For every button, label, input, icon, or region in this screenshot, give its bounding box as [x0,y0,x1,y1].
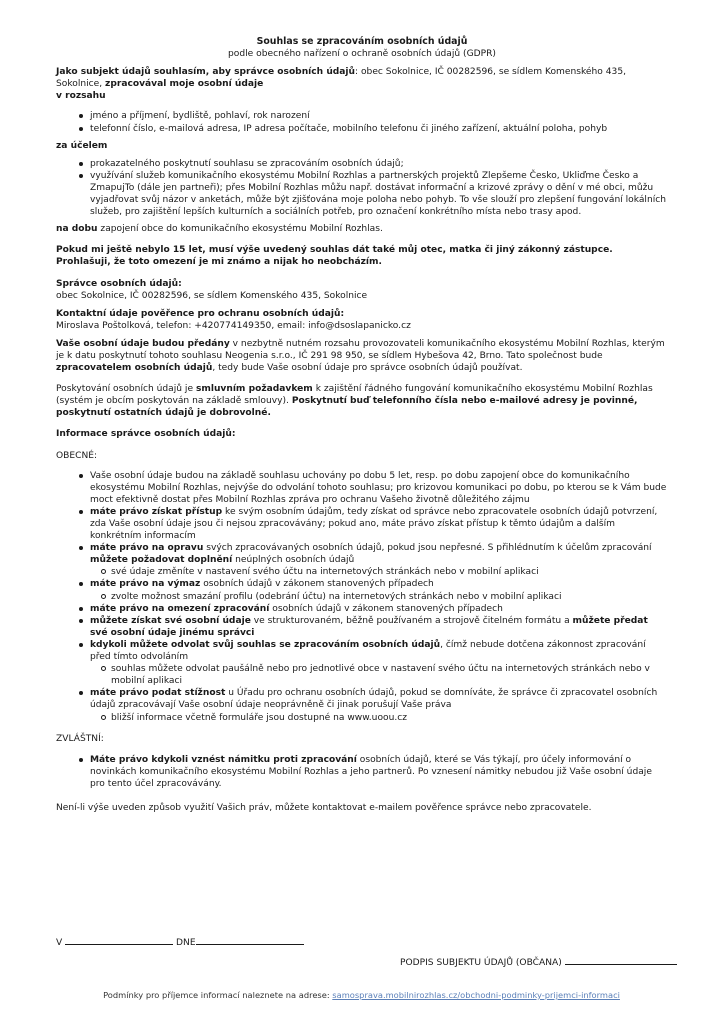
right-restriction-text: osobních údajů v zákonem stanovených případech [269,603,503,614]
right-object-text: osobních údajů, které se Vás týkají, pro účely informování o novinkách komunikačního ekosystému Mobilní Rozhlas a jeho partnerů. Po vznesení námitky nebudou již Vaše osobní údaje pro tento účel zpracovávány. [90,754,652,789]
date-field[interactable] [196,935,304,945]
right-rectification-text: svých zpracovávaných osobních údajů, pokud jsou nepřesné. S přihlédnutím k účelům zpracování [203,543,652,554]
dpo-section [56,308,668,332]
closing-paragraph: Není-li výše uveden způsob využití Vašich práv, můžete kontaktovat e-mailem pověřence správce nebo zpracovatele. [56,802,592,813]
place-label: V [56,938,63,948]
scope-list [56,110,668,134]
erasure-subitem: zvolte možnost smazání profilu (odebrání účtu) na internetových stránkách nebo v mobilní aplikaci [111,591,668,603]
right-portability-item [90,615,668,639]
right-object-item [90,754,668,790]
controller-heading: Správce osobních údajů: [56,278,182,289]
scope-item: jméno a příjmení, bydliště, pohlaví, rok narození [90,110,668,122]
intro-paragraph [56,66,668,102]
contractual-bold-2: Poskytnutí buď telefonního čísla nebo e-mailové adresy je povinné, poskytnutí ostatních údajů je dobrovolné. [56,396,638,419]
dpo-text: Miroslava Poštolková, telefon: +420774149350, email: info@dsoslapanicko.cz [56,320,411,331]
contractual-paragraph [56,383,668,419]
special-heading: ZVLÁŠTNÍ: [56,733,104,744]
transfer-bold-2: zpracovatelem osobních údajů [56,363,213,374]
transfer-text-2: , tedy bude Vaše osobní údaje pro správce osobních údajů používat. [212,363,523,374]
right-completion-bold: můžete požadovat doplnění [90,555,233,566]
right-access-item [90,506,668,542]
contractual-bold-1: smluvním požadavkem [195,384,313,395]
general-heading: OBECNÉ: [56,450,98,461]
withdraw-sublist [90,663,668,687]
right-erasure-bold: máte právo na výmaz [90,579,201,590]
minor-notice-text: Pokud mi ještě nebylo 15 let, musí výše uvedený souhlas dát také můj otec, matka či jiný zákonný zástupce. Prohlašuji, že toto omezení je mi známo a nijak ho neobcházím. [56,245,613,268]
withdraw-subitem: souhlas můžete odvolat paušálně nebo pro jednotlivé obce v nastavení svého účtu na internetových stránkách nebo v mobilní aplikaci [111,663,668,687]
consent-document [56,36,668,820]
erasure-sublist [90,591,668,603]
intro-bold-3: v rozsahu [56,91,106,102]
footer-text: Podmínky pro příjemce informací naleznete na adrese: [103,990,333,1000]
transfer-bold-1: Vaše osobní údaje budou předány [56,338,230,349]
transfer-text-1: v nezbytně nutném rozsahu provozovateli komunikačního ekosystému Mobilní Rozhlas, kterým je k datu poskytnutí tohoto souhlasu Neogenia s.r.o., IČ 291 98 950, se sídlem Hybešova 42, Brno. Tato společnost bude [56,338,665,361]
footer [0,990,723,1000]
contractual-text-2: k zajištění řádného fungování komunikačního ekosystému Mobilní Rozhlas (systém je obcím poskytován na základě smlouvy). [56,384,653,407]
transfer-paragraph [56,338,668,374]
retention-item: Vaše osobní údaje budou na základě souhlasu uchovány po dobu 5 let, resp. po dobu zapojení obce do komunikačního ekosystému Mobilní Rozhlas, nejvýše do odvolání tohoto souhlasu; pro krizovou komunikaci po dobu, po kterou se k Vám bude moct efektivně dostat přes Mobilní Rozhlas zpráva pro ochranu Vašeho životně důležitého zájmu [90,470,667,505]
contractual-text-1: Poskytování osobních údajů je [56,384,196,395]
right-transfer-bold: můžete předat své osobní údaje jinému správci [90,615,648,638]
right-portability-text: ve strukturovaném, běžně používaném a strojově čitelném formátu a [250,615,573,626]
right-portability-bold: můžete získat své osobní údaje [90,615,251,626]
right-rectification-bold: máte právo na opravu [90,543,204,554]
info-heading [56,428,668,440]
duration-paragraph [56,223,668,235]
right-restriction-item [90,603,668,615]
right-access-text: ke svým osobním údajům, tedy získat od správce nebo zpracovatele osobních údajů potvrzení, zda Vaše osobní údaje jsou či nejsou zpracovávány; pokud ano, máte právo získat přístup k těmto údajům a dalším konkrétním informacím [90,506,658,542]
right-erasure-text: osobních údajů v zákonem stanovených případech [200,579,434,590]
purpose-list [56,158,668,218]
duration-text: zapojení obce do komunikačního ekosystému Mobilní Rozhlas. [97,224,383,235]
document-subtitle: podle obecného nařízení o ochraně osobních údajů (GDPR) [228,49,496,60]
purpose-item: využívání služeb komunikačního ekosystému Mobilní Rozhlas a partnerských projektů Zlepšeme Česko, Ukliďme Česko a ZmapujTo (dále jen partneři); přes Mobilní Rozhlas můžu např. dostávat informační a krizové zprávy o dění v mé obci, můžu vyjadřovat svůj názor v anketách, může být zjišťována moje poloha nebo pohyb. To vše slouží pro zlepšení fungování lokálních služeb, pro zajištění lepších kulturních a sociálních potřeb, pro označení konkrétního místa nebo trasy apod. [90,170,666,218]
intro-bold-2: zpracovával moje osobní údaje [105,79,264,90]
footer-link[interactable]: samosprava.mobilnirozhlas.cz/obchodni-podminky-prijemci-informaci [332,990,620,1000]
right-restriction-bold: máte právo na omezení zpracování [90,603,270,614]
complaint-subitem: bližší informace včetně formuláře jsou dostupné na www.uoou.cz [111,712,668,724]
signature-label: PODPIS SUBJEKTU ÚDAJŮ (OBČANA) [400,958,562,968]
right-erasure-item [90,578,668,602]
info-heading-text: Informace správce osobních údajů: [56,429,236,440]
rectification-subitem: své údaje změníte v nastavení svého účtu na internetových stránkách nebo v mobilní aplikaci [111,566,668,578]
place-field[interactable] [65,935,173,945]
special-rights-list [56,754,668,790]
right-withdraw-item [90,639,668,687]
right-withdraw-text: , čímž nebude dotčena zákonnost zpracování před tímto odvoláním [90,639,646,663]
right-withdraw-bold: kdykoli můžete odvolat svůj souhlas se zpracováním osobních údajů [90,639,441,650]
scope-item: telefonní číslo, e-mailová adresa, IP adresa počítače, mobilního telefonu či jiného zařízení, aktuální poloha, pohyb [90,123,668,135]
right-complaint-item [90,687,668,723]
right-access-bold: máte právo získat přístup [90,506,223,517]
date-label: DNE [176,938,196,948]
purpose-heading [56,140,668,152]
right-complaint-bold: máte právo podat stížnost [90,688,226,699]
right-object-bold: Máte právo kdykoli vznést námitku proti zpracování [90,754,357,765]
dpo-heading: Kontaktní údaje pověřence pro ochranu osobních údajů: [56,308,345,319]
duration-bold: na dobu [56,224,98,235]
place-date-row [56,935,668,948]
document-title: Souhlas se zpracováním osobních údajů [256,36,468,47]
right-rectification-item [90,542,668,578]
complaint-sublist [90,712,668,724]
intro-bold-1: Jako subjekt údajů souhlasím, aby správce osobních údajů [56,67,356,78]
general-rights-list [56,470,668,724]
controller-text: obec Sokolnice, IČ 00282596, se sídlem Komenského 435, Sokolnice [56,290,368,301]
intro-text-1: : obec Sokolnice, IČ 00282596, se sídlem Komenského 435, Sokolnice, [56,67,626,90]
purpose-item: prokazatelného poskytnutí souhlasu se zpracováním osobních údajů; [90,158,668,170]
minor-notice [56,244,668,268]
signature-row [400,955,677,968]
rectification-sublist [90,566,668,578]
right-completion-text: neúplných osobních údajů [232,555,355,566]
purpose-heading-text: za účelem [56,140,108,151]
signature-field[interactable] [565,955,677,965]
controller-section [56,278,668,302]
right-complaint-text: u Úřadu pro ochranu osobních údajů, pokud se domníváte, že správce či zpracovatel osobních údajů zpracovávají Vaše osobní údaje neoprávněně či jinak porušují Vaše práva [90,688,658,711]
